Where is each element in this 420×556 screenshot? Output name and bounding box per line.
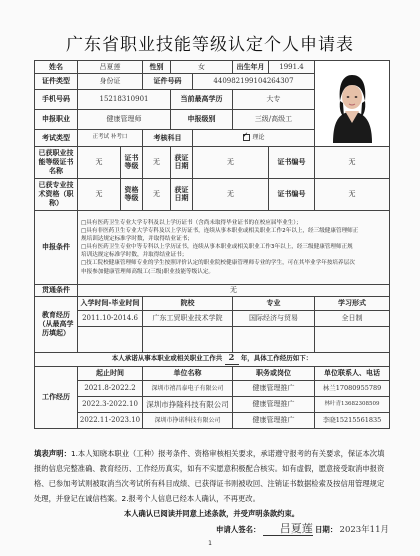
signature-label: 申请人签名：: [216, 524, 261, 534]
applicant-photo: [315, 61, 389, 146]
position-header: 职务或岗位: [233, 366, 315, 380]
experience-suffix: 年，具体工作经历如下：: [240, 354, 313, 363]
exam-subjects-value: [193, 130, 315, 147]
experience-years: 2: [225, 353, 239, 365]
qual-level-label: 资格等级: [121, 178, 143, 210]
name-value: 吕夏莲: [78, 61, 143, 74]
id-number-value: 440982199104264307: [193, 74, 315, 90]
declaration: [34, 446, 389, 536]
birth-label: 出生年月: [233, 61, 269, 74]
theory-checkbox: [243, 134, 250, 141]
position-3: 健康管理推广: [233, 412, 315, 428]
form-header: 学习形式: [315, 296, 390, 310]
signature: 吕夏莲: [263, 522, 313, 536]
title-date-label: 获证日期: [171, 178, 193, 210]
position-2: 健康管理推广: [233, 396, 315, 412]
occupation-value: 健康管理师: [78, 109, 171, 129]
sign-date: 2023年11月: [339, 524, 389, 535]
education-label: 当前最高学历: [171, 89, 233, 109]
experience-prefix: 本人承诺从事本职业或相关职业工作共: [111, 354, 223, 363]
occupation-label: 申报职业: [35, 109, 78, 129]
title-date-value: 无: [193, 178, 269, 210]
form-title: 广东省职业技能等级认定个人申请表: [66, 35, 354, 55]
portrait-image: [315, 61, 390, 143]
phone-label: 手机号码: [35, 89, 78, 109]
page-number: 1: [208, 540, 212, 547]
cert-date-label: 获证日期: [171, 146, 193, 178]
cert-grade-value: 无: [143, 146, 171, 178]
work-period-header: 起止时间: [78, 366, 143, 380]
edu-history-label: 教育经历（从最高学历填起）: [35, 296, 78, 352]
form-value: 全日制: [315, 310, 390, 326]
level-label: 申报级别: [171, 109, 233, 129]
exam-type-label: 考试类型: [35, 130, 78, 147]
title-no-value: 无: [315, 178, 390, 210]
experience-sentence: [35, 352, 390, 366]
match-value: 无: [78, 284, 390, 296]
position-1: 健康管理推广: [233, 380, 315, 396]
theory-option: 理论: [252, 134, 265, 142]
work-period-3: 2022.11-2023.10: [78, 412, 143, 428]
phone-value: 15218310901: [78, 89, 171, 109]
id-type-value: 身份证: [78, 74, 143, 90]
cert-no-label: 证书编号: [269, 146, 315, 178]
employer-2: 深圳市挣隆科技有限公司: [143, 396, 233, 412]
birth-value: 1991.4: [269, 61, 315, 74]
exam-type-options: [78, 130, 143, 147]
work-period-1: 2021.8-2022.2: [78, 380, 143, 396]
eligibility-label: 申报条件: [35, 210, 78, 284]
signature-line: [34, 522, 389, 536]
level-value: 三级/高级工: [233, 109, 315, 129]
eligibility-option-2-cont: 规培训达规定标准学时数，并取得结业证书；: [81, 236, 193, 243]
reference-1: 林兰17080955789: [315, 380, 390, 396]
employer-header: 单位名称: [143, 366, 233, 380]
exam-makeup-option: 补考口: [110, 134, 128, 141]
reference-2: 林叶青13682308509: [315, 396, 390, 412]
exam-subjects-label: 考核科目: [143, 130, 193, 147]
exam-normal-option: 正考试: [92, 134, 110, 141]
name-label: 姓名: [35, 61, 78, 74]
eligibility-option-4-cont: 申报参加健康管理师高级工(三级)职业技能等级认定。: [81, 268, 215, 275]
sign-date-label: 日期：: [315, 524, 338, 534]
qual-level-value: 无: [143, 178, 171, 210]
eligibility-options: [78, 210, 390, 284]
title-no-label: 证书编号: [269, 178, 315, 210]
declaration-body: 1.本人知晓本职业（工种）报考条件、资格审核相关要求，承诺遵守报考的有关要求，保证本次填报的信息完整准确、教育经历、工作经历真实，如有不实愿意积极配合核实。如有虚假，愿意接受取消申报资格、已参加考试则被取消当次考试所有科目成绩、已获得证书则被收回、注销证书数据检索及按信用管理规定处理，并登记在诚信档案。2.报考个人信息已经本人确认，不再更改。: [34, 449, 385, 503]
reference-3: 李晓15215561835: [315, 412, 390, 428]
id-number-label: 证件号码: [143, 74, 193, 90]
declaration-heading: 填表声明：: [34, 449, 71, 458]
held-cert-value: 无: [78, 146, 121, 178]
id-type-label: 证件类型: [35, 74, 78, 90]
major-value: 国际经济与贸易: [233, 310, 315, 326]
work-history-label: 工作经历: [35, 366, 78, 428]
declaration-confirm: 本人确认已阅读并同意上述条款，并受声明条款约束。: [123, 508, 300, 518]
edu-period-value: 2011.10-2014.6: [78, 310, 143, 326]
held-cert-label: 已获职业技能等级证书名称: [35, 146, 78, 178]
education-value: 大专: [233, 89, 315, 109]
major-header: 专业: [233, 296, 315, 310]
gender-value: 女: [171, 61, 233, 74]
eligibility-option-2: □具有非医药卫生专业大学专科及以上学历证书，连续从事本职业或相关职业工作2年以上，经三级健康管理师正: [81, 227, 359, 234]
work-period-2: 2022.3-2022.10: [78, 396, 143, 412]
edu-period-header: 入学时间-毕业时间: [78, 296, 143, 310]
held-title-label: 已获专业技术资格（职称）: [35, 178, 78, 210]
cert-no-value: 无: [315, 146, 390, 178]
eligibility-option-1: □具有医药卫生专业大学专科及以上学历证书（含尚未取得毕业证书的在校应届毕业生）；: [81, 219, 302, 226]
match-label: 贯通条件: [35, 284, 78, 296]
photo-cell: [315, 61, 390, 147]
reference-header: 单位联系人、电话: [315, 366, 390, 380]
cert-grade-label: 证书等级: [121, 146, 143, 178]
eligibility-option-3-cont: 培训达规定标准学时数，并取得结业证书；: [81, 252, 188, 259]
eligibility-option-4: □技工院校健康管理师专业的学生按照评价认定的职业院校健康管理师专业的学生，可在其毕业学年按培养层次: [81, 260, 355, 267]
gender-label: 性别: [143, 61, 171, 74]
school-header: 院校: [143, 296, 233, 310]
cert-date-value: 无: [193, 146, 269, 178]
held-title-value: 无: [78, 178, 121, 210]
school-value: 广东工贸职业技术学院: [143, 310, 233, 326]
employer-1: 深圳市禧昌泰电子有限公司: [143, 380, 233, 396]
application-table: [34, 60, 390, 429]
eligibility-option-3: □具有医药卫生专业中等专科以上学历证书，连续从事本职业或相关职业工作3年以上，经三级健康管理师正规: [81, 244, 353, 251]
employer-3: 深圳市挣诺科技有限公司: [143, 412, 233, 428]
